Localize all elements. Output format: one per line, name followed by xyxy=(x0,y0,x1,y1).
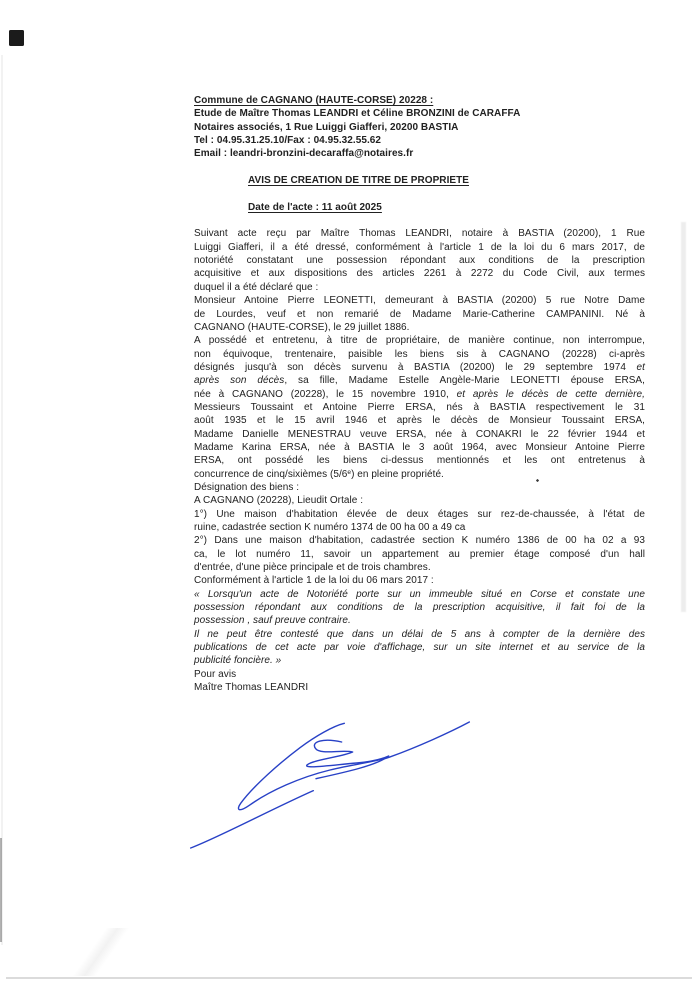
text-run: d'entrée, d'une pièce principale et de trois chambres. xyxy=(194,562,431,574)
text-line xyxy=(194,521,645,534)
text-run: Messieurs Toussaint et Antoine Pierre ERSA, nés à BASTIA respectivement le 31 xyxy=(194,401,645,413)
text-run: Suivant acte reçu par Maître Thomas LEANDRI, notaire à BASTIA (20200), 1 Rue xyxy=(194,228,645,240)
text-line xyxy=(194,321,645,334)
text-line xyxy=(194,561,645,574)
text-run: Désignation des biens : xyxy=(194,481,300,493)
text-line xyxy=(194,374,645,387)
spacer xyxy=(194,214,645,227)
text-run: ruine, cadastrée section K numéro 1374 de 00 ha 00 a 49 ca xyxy=(194,522,466,533)
text-run: A CAGNANO (20228), Lieudit Ortale : xyxy=(194,495,364,507)
text-run: Notaires associés, 1 Rue Luiggi Giafferi, 20200 BASTIA xyxy=(194,121,459,133)
text-line xyxy=(194,281,645,294)
text-run: publicité foncière. » xyxy=(194,655,282,667)
text-line xyxy=(194,548,645,561)
text-run: ca, le lot numéro 11, savoir un appartement au premier étage composé d'un hall xyxy=(194,548,645,560)
document xyxy=(194,94,645,694)
text-run: Commune de CAGNANO (HAUTE-CORSE) 20228 : xyxy=(194,95,434,106)
text-run: CAGNANO (HAUTE-CORSE), le 29 juillet 1886. xyxy=(194,321,410,333)
text-line xyxy=(194,308,645,321)
text-run: concurrence de cinq/sixièmes (5/6 xyxy=(194,468,348,480)
signature-stroke-main xyxy=(238,722,469,810)
signature xyxy=(170,700,500,870)
text-run: Madame Danielle MENESTRAU veuve ERSA, née à CONAKRI le 22 février 1944 et xyxy=(194,428,645,440)
text-run: ERSA, ont possédé les biens ci-dessus mentionnés et les ont entretenus à xyxy=(194,455,645,467)
text-line xyxy=(194,414,645,427)
text-run: Etude de Maître Thomas LEANDRI et Céline BRONZINI de CARAFFA xyxy=(194,108,521,120)
text-line xyxy=(194,94,645,107)
text-run: non équivoque, trentenaire, paisible les biens sis à CAGNANO (20228) ci-après xyxy=(194,348,645,360)
scan-smudge-bottom-left xyxy=(58,928,144,976)
notary-office-header xyxy=(194,94,645,161)
scan-mark-rect xyxy=(9,30,24,46)
text-run: après son décès xyxy=(194,375,285,387)
text-line xyxy=(194,534,645,547)
scan-streak-right xyxy=(681,222,686,612)
act-date: Date de l'acte : 11 août 2025 xyxy=(248,201,382,213)
text-run: Monsieur Antoine Pierre LEONETTI, demeurant à BASTIA (20200) 5 rue Notre Dame xyxy=(194,295,645,307)
text-line xyxy=(194,348,645,361)
scan-edge-left xyxy=(1,55,3,945)
text-line xyxy=(194,267,645,280)
text-run: notoriété constatant une possession répondant aux conditions de la prescription xyxy=(194,255,645,267)
text-line xyxy=(194,294,645,307)
text-run: et après le décès de cette dernière, xyxy=(456,388,645,400)
text-line xyxy=(194,574,645,587)
text-run: Madame Karina ERSA, née à BASTIA le 3 août 1964, avec Monsieur Antoine Pierre xyxy=(194,441,645,453)
text-line xyxy=(194,227,645,240)
scan-edge-left-dark xyxy=(0,838,2,942)
text-run: « Lorsqu'un acte de Notoriété porte sur un immeuble situé en Corse et constate une xyxy=(194,588,645,600)
spacer xyxy=(194,161,645,174)
text-line xyxy=(194,494,645,507)
text-run: acquisitive et aux dispositions des articles 2261 à 2272 du Code Civil, aux termes xyxy=(194,268,645,280)
ink-speck-dot xyxy=(536,479,539,482)
text-run: Pour avis xyxy=(194,668,237,680)
text-line xyxy=(194,401,645,414)
text-run: ) en pleine propriété. xyxy=(351,468,444,480)
text-line xyxy=(194,668,645,681)
text-line xyxy=(194,121,645,134)
text-line xyxy=(194,254,645,267)
text-line xyxy=(194,388,645,401)
text-line xyxy=(194,588,645,601)
superscript: e xyxy=(347,468,352,476)
text-run: Maître Thomas LEANDRI xyxy=(194,682,309,694)
text-run: duquel il a été déclaré que : xyxy=(194,281,319,293)
text-run: de Lourdes, veuf et non remarié de Madame Marie-Catherine CAMPANINI. Né à xyxy=(194,308,645,320)
text-line xyxy=(194,614,645,627)
text-line xyxy=(194,361,645,374)
text-line xyxy=(194,454,645,467)
text-run: , sa fille, Madame Estelle Angèle-Marie LEONETTI épouse ERSA, xyxy=(284,375,645,387)
notice-title: AVIS DE CREATION DE TITRE DE PROPRIETE xyxy=(248,175,469,187)
text-run: Luiggi Giafferi, il a été dressé, conformément à l'article 1 de la loi du 6 mars 2017, de xyxy=(194,241,645,253)
text-line xyxy=(194,134,645,147)
text-line xyxy=(194,107,645,120)
text-run: Email : leandri-bronzini-decaraffa@notaires.fr xyxy=(194,148,414,160)
text-line xyxy=(194,441,645,454)
text-line xyxy=(194,147,645,160)
text-run: Il ne peut être contesté que dans un délai de 5 ans à compter de la dernière des xyxy=(194,628,645,640)
text-run: 2°) Dans une maison d'habitation, cadastrée section K numéro 1386 de 00 ha 02 a 93 xyxy=(194,535,645,547)
text-line xyxy=(194,241,645,254)
body-text xyxy=(194,227,645,694)
scan-mark xyxy=(9,30,24,46)
ink-speck xyxy=(536,479,539,482)
scan-edge-bottom xyxy=(6,977,692,979)
text-run: publications de cet acte par voie d'affichage, sur un site internet et au service de la xyxy=(194,642,645,654)
text-run: août 1935 et le 15 avril 1946 et après le décès de Monsieur Toussaint ERSA, xyxy=(194,415,645,427)
text-line xyxy=(194,481,645,494)
text-run: Tel : 04.95.31.25.10/Fax : 04.95.32.55.62 xyxy=(194,135,381,147)
text-run: Conformément à l'article 1 de la loi du 06 mars 2017 : xyxy=(194,575,434,587)
text-run: désignés jusqu'à son décès survenu à BASTIA (20200) le 29 septembre 1974 xyxy=(194,361,637,373)
text-run: née à CAGNANO (20228), le 15 novembre 1910, xyxy=(194,388,457,400)
text-run: possession , sauf preuve contraire. xyxy=(194,615,351,627)
text-run: et xyxy=(636,361,645,373)
text-run: possession répondant aux conditions de la prescription acquisitive, il fait foi de la xyxy=(194,602,645,614)
text-line xyxy=(194,468,645,481)
spacer xyxy=(194,187,645,200)
text-line xyxy=(194,508,645,521)
text-line xyxy=(194,334,645,347)
text-run: 1°) Une maison d'habitation élevée de deux étages sur rez-de-chaussée, à l'état de xyxy=(194,508,645,520)
text-run: A possédé et entretenu, à titre de propriétaire, de manière continue, non interrompue, xyxy=(194,335,645,347)
text-line xyxy=(194,428,645,441)
signature-stroke-tail xyxy=(191,791,314,848)
text-line xyxy=(194,601,645,614)
text-line xyxy=(194,681,645,694)
text-line xyxy=(194,654,645,667)
text-line xyxy=(194,628,645,641)
text-line xyxy=(194,641,645,654)
